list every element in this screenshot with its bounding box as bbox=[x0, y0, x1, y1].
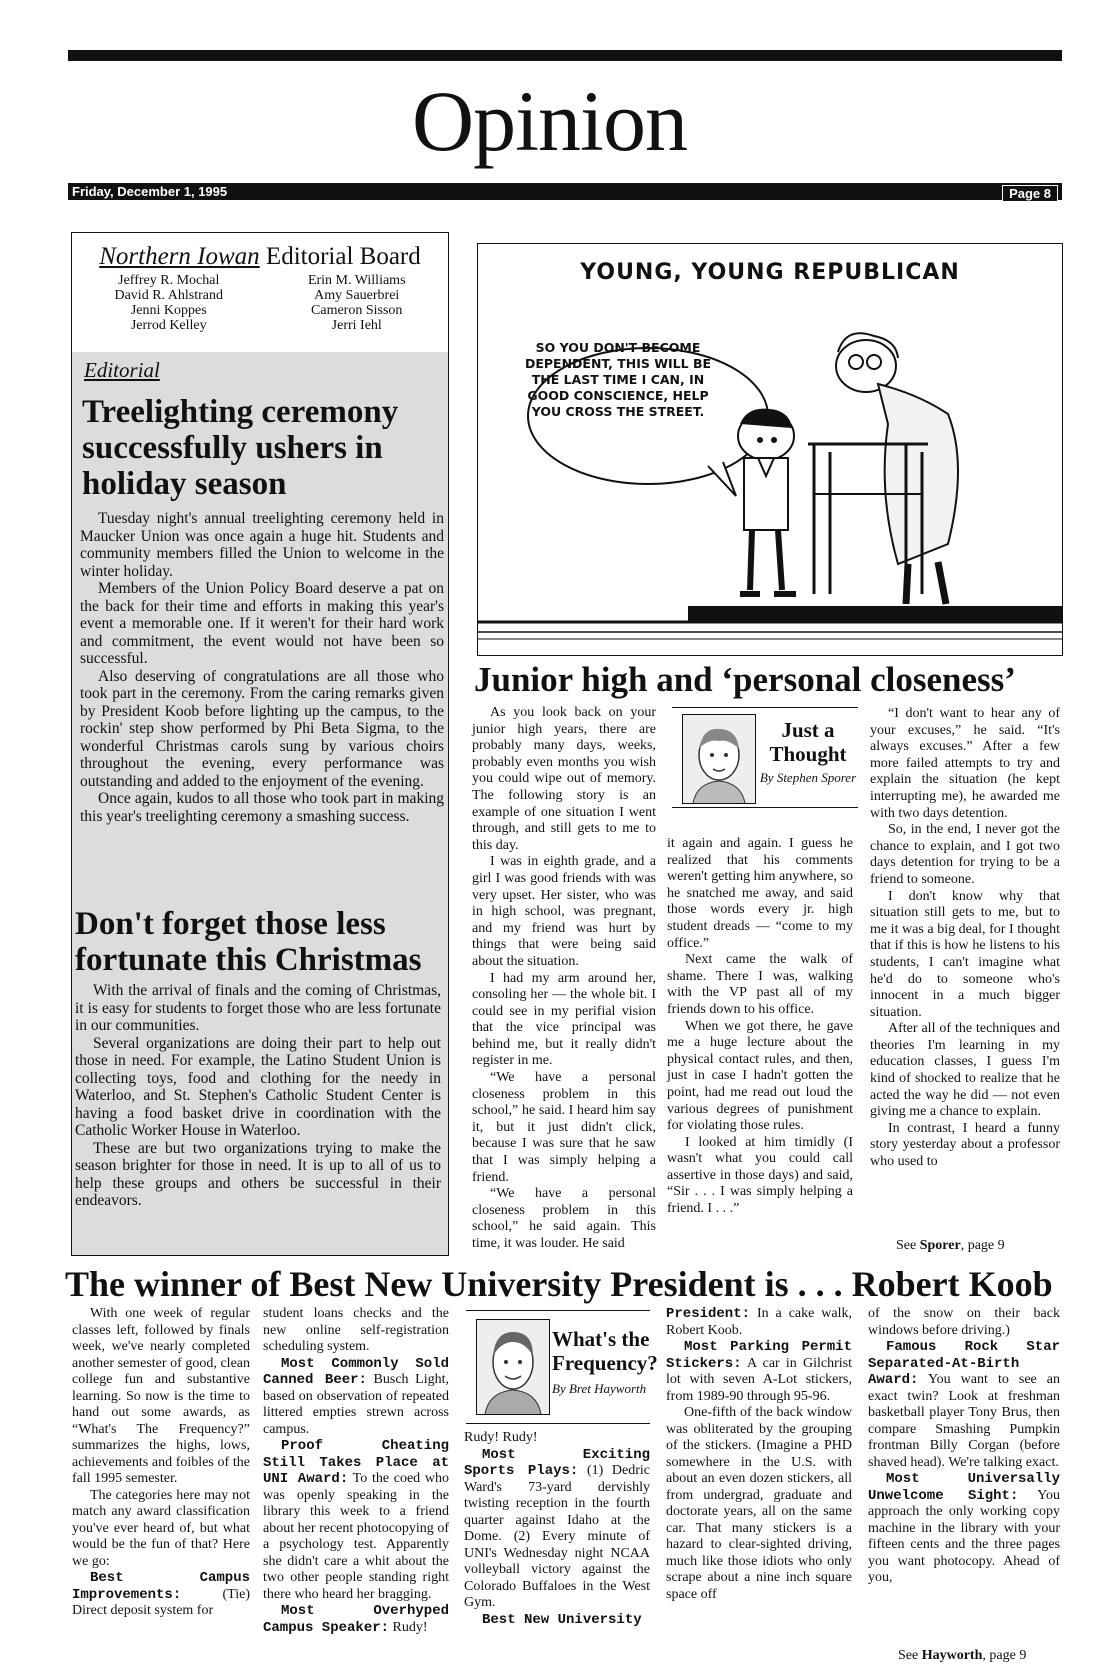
paragraph: Next came the walk of shame. There I was, walking with the VP past all of my friends down to his office. bbox=[667, 952, 853, 1017]
award-paragraph bbox=[666, 1339, 852, 1405]
award-label: Most Universally Unwelcome Sight: bbox=[868, 1471, 1060, 1504]
paragraph: I had my arm around her, consoling her — the whole bit. I could see in my perifial vision that the vice principal was behind me, but it really didn't register in me. bbox=[472, 970, 656, 1069]
award-text: A car in Gilchrist lot with seven A-Lot stickers, from 1989-90 through 95-96. bbox=[666, 1355, 852, 1404]
column-logo-just-a-thought bbox=[672, 707, 858, 808]
paragraph: One-fifth of the back window was obliterated by the grouping of the stickers. (Imagine a PHD somewhere in the U.S. with about an even dozen stickers, all from undergrad, graduate and doctorate years, all on the same car. That many stickers is a hazard to clear-sighted driving, much like those idiots who only scrape about a nine inch square space off bbox=[666, 1405, 852, 1602]
award-text: In a cake walk, Robert Koob. bbox=[666, 1306, 852, 1338]
award-text: You want to see an exact twin? Look at freshman basketball player Tony Brus, then compare Smashing Pumpkin frontman Billy Corgan (before shaved head). We're talking exact. bbox=[868, 1372, 1060, 1470]
paragraph: When we got there, he gave me a huge lecture about the physical contact rules, and then, just in case I hadn't gotten the point, had me read out loud the various degrees of punishment for violating those rules. bbox=[667, 1018, 853, 1134]
winner-column-5 bbox=[868, 1306, 1060, 1587]
section-title: Opinion bbox=[412, 73, 687, 169]
award-paragraph bbox=[263, 1356, 449, 1439]
award-label: Most Exciting Sports Plays: bbox=[464, 1446, 650, 1479]
junior-high-column-3 bbox=[870, 706, 1060, 1171]
junior-high-column-1 bbox=[472, 705, 656, 1253]
board-member: Jerri Iehl bbox=[331, 318, 382, 333]
award-text: (1) Dedric Ward's 73-yard dervishly twisting reception in the fourth quarter against Idaho at the Dome. (2) Every minute of UNI's Wednesday night NCAA volleyball victory against the Colorado Buffaloes in the West Gym. bbox=[464, 1463, 650, 1610]
award-label: Best New University bbox=[482, 1611, 642, 1628]
board-left-column bbox=[114, 273, 223, 333]
award-label: Most Parking Permit Stickers: bbox=[666, 1339, 852, 1372]
paragraph: I don't know why that situation still gets to me, but to me it was a big deal, for I thought that if this is how he listens to his students, I can't imagine what he'd do to someone who's innocent in a much bigger situation. bbox=[870, 888, 1060, 1020]
issue-date: Friday, December 1, 1995 bbox=[72, 184, 228, 199]
board-member: Cameron Sisson bbox=[311, 303, 403, 318]
paragraph: With one week of regular classes left, followed by finals week, we've nearly completed another semester of good, clean college fun and substantive learning. So now is the time to hand out some awards, as “What's The Frequency?” summarizes the highs, lows, achievements and foibles of the fall 1995 semester. bbox=[72, 1306, 250, 1486]
paragraph: Once again, kudos to all those who took part in making this year's treelighting ceremony a smashing success. bbox=[80, 790, 444, 825]
byline: By Stephen Sporer bbox=[759, 770, 857, 785]
board-member: Jenni Koppes bbox=[130, 303, 207, 318]
top-rule bbox=[68, 50, 1062, 61]
editorial-board-box bbox=[71, 232, 449, 354]
paragraph: So, in the end, I never got the chance to explain, and I got two days detention for trying to be a friend to someone. bbox=[870, 822, 1060, 887]
date-bar bbox=[68, 183, 1062, 200]
cartoon-title: YOUNG, YOUNG REPUBLICAN bbox=[580, 260, 960, 285]
award-text: Busch Light, based on observation of repeated littered empties strewn across campus. bbox=[263, 1372, 449, 1437]
editorial-headline-1: Treelighting ceremony successfully ushers in holiday season bbox=[82, 394, 399, 502]
board-member: David R. Ahlstrand bbox=[114, 288, 223, 303]
portrait-image bbox=[477, 1320, 549, 1414]
jump-line-sporer bbox=[896, 1238, 1005, 1254]
winner-column-2 bbox=[263, 1306, 449, 1636]
paragraph: of the snow on their back windows before driving.) bbox=[868, 1306, 1060, 1338]
board-right-column bbox=[308, 273, 406, 333]
paragraph: Also deserving of congratulations are all those who took part in the ceremony. From the caring remarks given by President Koob before lighting up the campus, to the rockin' step show performed by Phi Beta Sigma, to the wonderful Christmas carols sung by various choirs throughout the evening, every performance was outstanding and added to the enjoyment of the evening. bbox=[80, 667, 444, 790]
paragraph: “We have a personal closeness problem in this school,” he said again. This time, it was louder. He said bbox=[472, 1186, 656, 1251]
byline: By Bret Hayworth bbox=[552, 1381, 647, 1396]
paragraph: student loans checks and the new online self-registration scheduling system. bbox=[263, 1306, 449, 1354]
political-cartoon bbox=[477, 243, 1063, 656]
columnist-photo-sporer bbox=[682, 714, 756, 804]
editorial-body-2 bbox=[75, 982, 441, 1210]
award-text: You approach the only working copy machine in the library with your fifteen cents and the three pages you want photocopy. Ahead of you, bbox=[868, 1487, 1060, 1585]
board-title-rest: Editorial Board bbox=[259, 243, 421, 270]
page-number: Page 8 bbox=[1002, 185, 1058, 201]
award-paragraph bbox=[868, 1471, 1060, 1587]
paragraph: I was in eighth grade, and a girl I was good friends with was very upset. Her sister, who was in high school, was pregnant, and my friend was hurt by things that were being said about the situation. bbox=[472, 854, 656, 969]
jump-suffix: , page 9 bbox=[982, 1648, 1027, 1663]
cartoon-speech: SO YOU DON'T BECOME DEPENDENT, THIS WILL BE THE LAST TIME I CAN, IN GOOD CONSCIENCE, HELP YOU CROSS THE STREET. bbox=[524, 340, 712, 419]
column-logo-whats-the-frequency bbox=[466, 1310, 658, 1424]
award-paragraph bbox=[72, 1570, 250, 1620]
column-title: What's the Frequency? bbox=[552, 1327, 658, 1375]
editorial-headline-2: Don't forget those less fortunate this Christmas bbox=[75, 906, 422, 978]
board-member: Jerrod Kelley bbox=[130, 318, 207, 333]
column-headline-winner: The winner of Best New University President is . . . Robert Koob bbox=[65, 1264, 1053, 1304]
paragraph: Tuesday night's annual treelighting ceremony held in Maucker Union was once again a huge hit. Students and community members filled the Union to welcome in the winter holiday. bbox=[80, 510, 444, 580]
editorial-body-1 bbox=[80, 510, 444, 825]
award-text: (Tie) Direct deposit system for bbox=[72, 1586, 250, 1618]
paragraph: “I don't want to hear any of your excuses,” he said. “It's always excuses.” After a few more failed attempts to try and explain the situation (he kept interrupting me), he awarded me with two days detention. bbox=[870, 706, 1060, 821]
award-label: Most Commonly Sold Canned Beer: bbox=[263, 1355, 449, 1388]
award-paragraph bbox=[464, 1447, 650, 1612]
board-members bbox=[72, 273, 448, 333]
winner-column-3 bbox=[464, 1430, 650, 1628]
award-paragraph bbox=[868, 1339, 1060, 1471]
paragraph: Rudy! Rudy! bbox=[464, 1430, 538, 1445]
jump-prefix: See bbox=[896, 1238, 920, 1253]
award-label: Proof Cheating Still Takes Place at UNI Award: bbox=[263, 1438, 449, 1487]
award-label: Most Overhyped Campus Speaker: bbox=[263, 1603, 449, 1636]
award-label: Famous Rock Star Separated-At-Birth Award: bbox=[868, 1339, 1060, 1388]
jump-line-hayworth bbox=[898, 1648, 1026, 1664]
award-label: President: bbox=[666, 1306, 751, 1322]
jump-name: Hayworth bbox=[921, 1648, 983, 1663]
jump-prefix: See bbox=[898, 1648, 922, 1663]
paragraph: Members of the Union Policy Board deserve a pat on the back for their time and efforts in making this year's event a memorable one. If it weren't for their hard work and commitment, the event would not have been so successful. bbox=[80, 580, 444, 667]
cartoon-drawing bbox=[478, 244, 1062, 655]
jump-suffix: , page 9 bbox=[960, 1238, 1005, 1253]
column-title: Just a Thought bbox=[769, 718, 847, 766]
paragraph: it again and again. I guess he realized that his comments weren't getting him anywhere, so he snatched me away, and said those words every jr. high student dreads — “come to my office.” bbox=[667, 836, 853, 951]
award-label: Best Campus Improvements: bbox=[72, 1570, 250, 1603]
paragraph: After all of the techniques and theories I'm learning in my education classes, I guess I'm kind of shocked to realize that he acted the way he did — not even giving me a chance to explain. bbox=[870, 1021, 1060, 1120]
award-paragraph bbox=[263, 1438, 449, 1603]
award-text: To the coed who was openly speaking in the library this week to a friend about her recent photocopying of a psychology test. Apparently she didn't care a whit about the two other people standing right there who heard her bragging. bbox=[263, 1471, 449, 1602]
column-headline-junior-high: Junior high and ‘personal closeness’ bbox=[474, 660, 1016, 699]
portrait-image bbox=[683, 715, 755, 803]
board-paper-name: Northern Iowan bbox=[99, 243, 260, 270]
paragraph: With the arrival of finals and the coming of Christmas, it is easy for students to forget those who are less fortunate in our communities. bbox=[75, 982, 441, 1034]
winner-column-1 bbox=[72, 1306, 250, 1620]
winner-column-4 bbox=[666, 1306, 852, 1603]
award-paragraph bbox=[263, 1603, 449, 1636]
junior-high-column-2 bbox=[667, 836, 853, 1218]
paragraph: In contrast, I heard a funny story yesterday about a professor who used to bbox=[870, 1120, 1060, 1170]
columnist-photo-hayworth bbox=[476, 1319, 550, 1415]
paragraph: As you look back on your junior high years, there are probably many days, weeks, probably even months you wish you could wipe out of memory. The following story is an example of one situation I went through, and still gets to me to this day. bbox=[472, 705, 656, 853]
paragraph: I looked at him timidly (I wasn't what you could call assertive in those days) and said, “Sir . . . I was simply helping a friend. I . . .” bbox=[667, 1134, 853, 1217]
jump-name: Sporer bbox=[919, 1238, 961, 1253]
paragraph: Several organizations are doing their part to help out those in need. For example, the Latino Student Union is collecting toys, food and clothing for the needy in Waterloo, and St. Stephen's Catholic Student Center is having a food basket drive in coordination with the Catholic Worker House in Waterloo. bbox=[75, 1034, 441, 1139]
board-member: Amy Sauerbrei bbox=[314, 288, 400, 303]
paragraph: “We have a personal closeness problem in this school,” he said. I heard him say it, but it just didn't click, because I was sure that he saw that I was simply helping a friend. bbox=[472, 1070, 656, 1185]
award-text: Rudy! bbox=[389, 1619, 428, 1635]
award-paragraph bbox=[464, 1612, 650, 1629]
board-member: Erin M. Williams bbox=[307, 273, 406, 288]
paragraph: These are but two organizations trying to make the season brighter for those in need. It is up to all of us to help these groups and others be successful in their endeavors. bbox=[75, 1139, 441, 1209]
paragraph: The categories here may not match any award classification you've ever heard of, but what would be the fun of that? Here we go: bbox=[72, 1487, 250, 1569]
editorial-board-title bbox=[72, 243, 448, 271]
board-member: Jeffrey R. Mochal bbox=[118, 273, 220, 288]
award-paragraph bbox=[666, 1306, 852, 1339]
editorial-label: Editorial bbox=[84, 358, 160, 382]
